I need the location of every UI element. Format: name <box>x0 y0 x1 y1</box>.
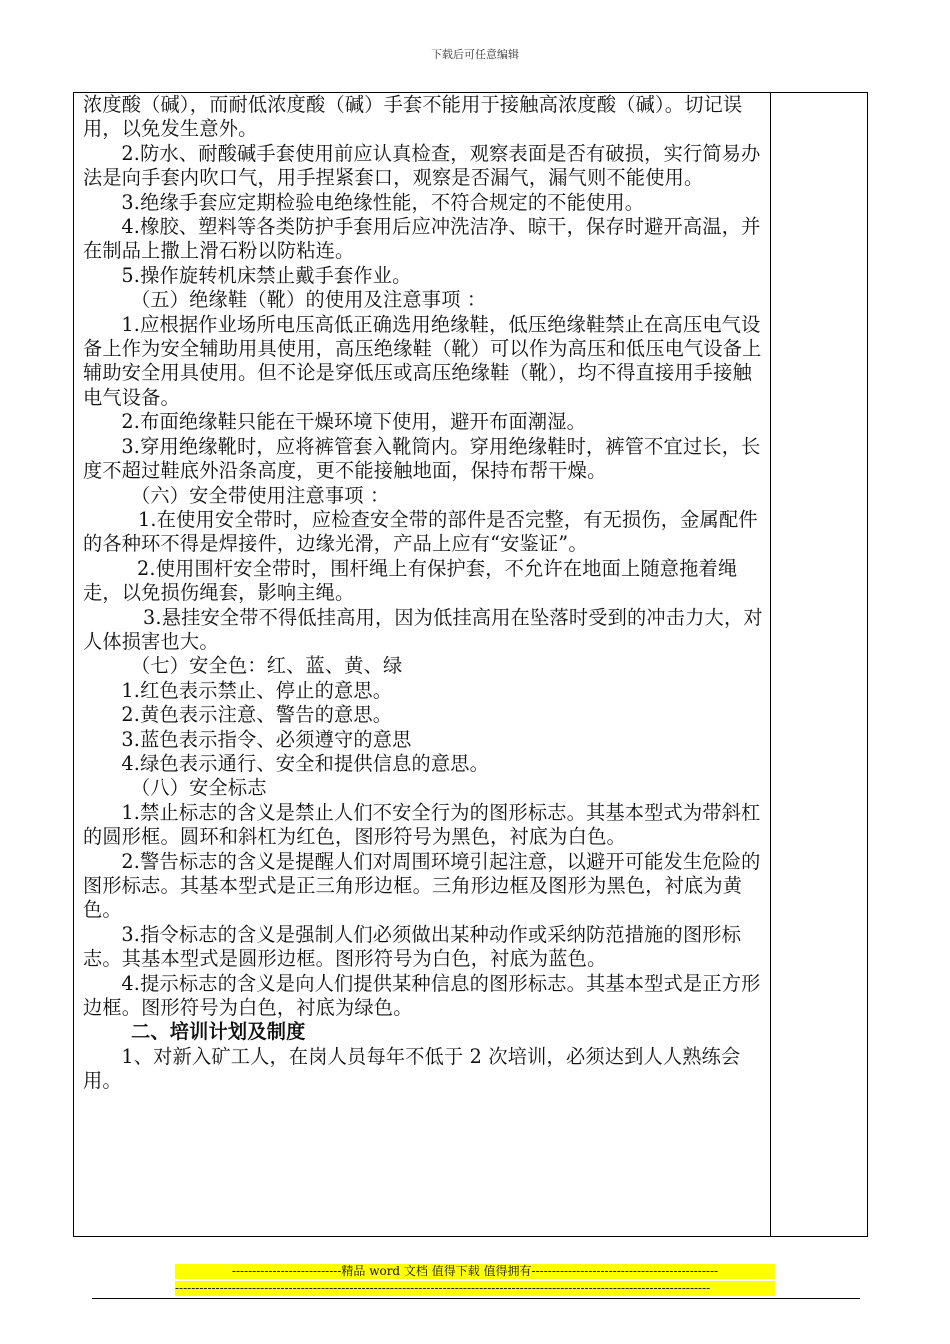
paragraph: 3.绝缘手套应定期检验电绝缘性能，不符合规定的不能使用。 <box>121 190 645 214</box>
paragraph: 2.黄色表示注意、警告的意思。 <box>121 703 393 727</box>
footer-dash-line: ------------------------------------------------------------------------------------------------------------------------------------ <box>175 1281 775 1296</box>
paragraph: 3.悬挂安全带不得低挂高用，因为低挂高用在坠落时受到的冲击力大，对人体损害也大。 <box>83 605 763 653</box>
section-heading: （八）安全标志 <box>131 776 267 800</box>
paragraph: 3.蓝色表示指令、必须遵守的意思 <box>121 727 412 751</box>
paragraph: 2.警告标志的含义是提醒人们对周围环境引起注意，以避开可能发生危险的图形标志。其基本型式是正三角形边框。三角形边框及图形为黑色，衬底为黄色。 <box>83 849 761 922</box>
chapter-heading: 二、培训计划及制度 <box>131 1020 306 1044</box>
paragraph: 2.防水、耐酸碱手套使用前应认真检查，观察表面是否有破损，实行简易办法是向手套内吹口气，用手捏紧套口，观察是否漏气，漏气则不能使用。 <box>83 141 761 190</box>
footer-rule <box>92 1298 860 1299</box>
paragraph: 1.禁止标志的含义是禁止人们不安全行为的图形标志。其基本型式为带斜杠的圆形框。圆环和斜杠为红色，图形符号为黑色，衬底为白色。 <box>83 800 761 849</box>
paragraph: 3.指令标志的含义是强制人们必须做出某种动作或采纳防范措施的图形标志。其基本型式是圆形边框。图形符号为白色，衬底为蓝色。 <box>83 922 742 971</box>
header-note: 下载后可任意编辑 <box>431 48 519 61</box>
paragraph: 2.布面绝缘鞋只能在干燥环境下使用，避开布面潮湿。 <box>121 410 587 434</box>
table-column-divider <box>770 92 771 1237</box>
paragraph: 5.操作旋转机床禁止戴手套作业。 <box>121 263 412 287</box>
paragraph: 1、对新入矿工人，在岗人员每年不低于 2 次培训，必须达到人人熟练会用。 <box>83 1044 741 1093</box>
paragraph: 3.穿用绝缘靴时，应将裤管套入靴筒内。穿用绝缘鞋时，裤管不宜过长，长度不超过鞋底外沿条高度，更不能接触地面，保持布帮干燥。 <box>83 434 761 483</box>
section-heading: （五）绝缘鞋（靴）的使用及注意事项 ： <box>131 288 487 312</box>
paragraph: 4.橡胶、塑料等各类防护手套用后应冲洗洁净、晾干，保存时避开高温，并在制品上撒上滑石粉以防粘连。 <box>83 215 761 263</box>
paragraph: 2.使用围杆安全带时，围杆绳上有保护套，不允许在地面上随意拖着绳走，以免损伤绳套，影响主绳。 <box>83 556 738 605</box>
document-body <box>83 93 766 1094</box>
paragraph: 1.红色表示禁止、停止的意思。 <box>121 678 393 702</box>
paragraph: 4.提示标志的含义是向人们提供某种信息的图形标志。其基本型式是正方形边框。图形符号为白色，衬底为绿色。 <box>83 971 761 1020</box>
paragraph: 1.在使用安全带时，应检查安全带的部件是否完整，有无损伤，金属配件的各种环不得是焊接件，边缘光滑，产品上应有“安鉴证”。 <box>83 507 758 556</box>
footer-banner: ---------------------------精品 word 文档 值得下载 值得拥有---------------------------------------------- <box>175 1264 775 1279</box>
paragraph: 1.应根据作业场所电压高低正确选用绝缘鞋，低压绝缘鞋禁止在高压电气设备上作为安全辅助用具使用，高压绝缘鞋（靴）可以作为高压和低压电气设备上辅助安全用具使用。但不论是穿低压或高压绝缘鞋（靴），均不得直接用手接触电气设备。 <box>83 312 762 409</box>
paragraph: 4.绿色表示通行、安全和提供信息的意思。 <box>121 751 490 775</box>
paragraph: 浓度酸（碱），而耐低浓度酸（碱）手套不能用于接触高浓度酸（碱）。切记误用，以免发生意外。 <box>83 93 743 141</box>
section-heading: （六）安全带使用注意事项 ： <box>131 483 390 507</box>
section-heading: （七）安全色：红、蓝、黄、绿 <box>131 654 403 678</box>
